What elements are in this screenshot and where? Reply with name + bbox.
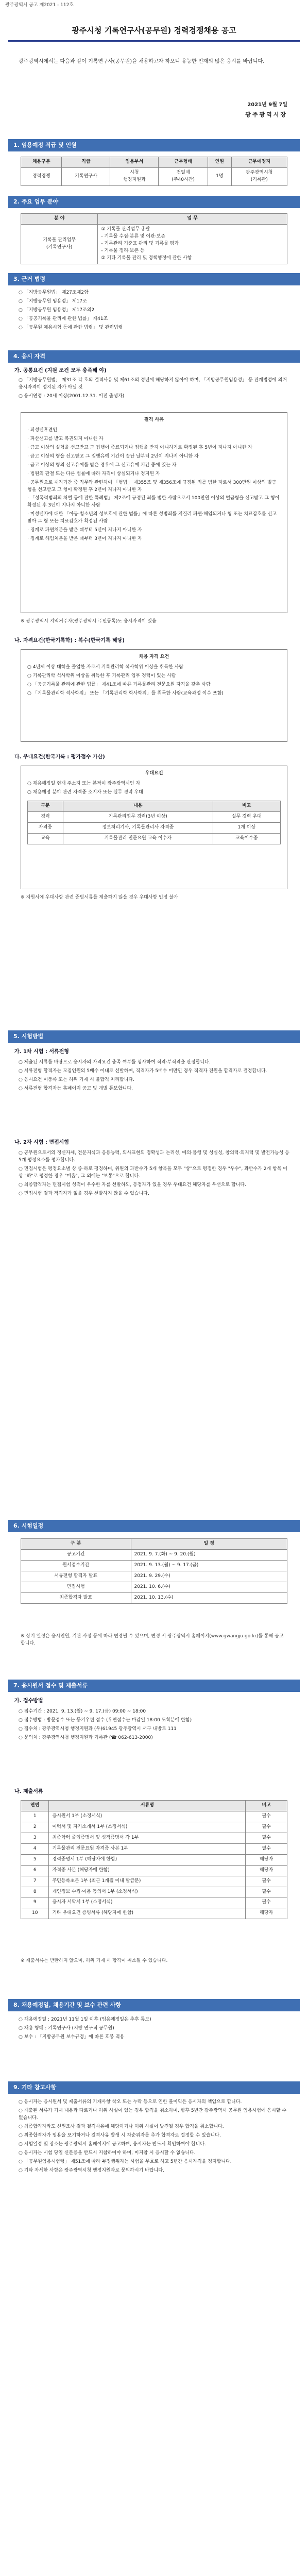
list-item xyxy=(19,377,289,392)
qual-d-title: 다. 우대요건(한국기록 : 평가점수 가산) xyxy=(14,754,105,760)
table-cell: 경력경쟁 xyxy=(21,167,62,185)
table-row xyxy=(21,1854,287,1865)
pay-list xyxy=(19,2016,289,2043)
list-text: 제출된 서류를 바탕으로 응시자의 자격요건 충족 여부를 심사하여 적격·부적격을 판정합니다. xyxy=(24,1060,211,1065)
list-item xyxy=(27,664,281,671)
section-7-header: 7. 응시원서 접수 및 제출서류 xyxy=(8,1680,300,1692)
table-row xyxy=(21,1876,287,1887)
list-item xyxy=(19,1077,289,1084)
table-cell: 정보처리기사, 기록물관리사 자격증 xyxy=(63,822,213,833)
table-cell: 1개 이상 xyxy=(213,822,280,833)
table-row xyxy=(21,1822,287,1833)
bullet-marker: · xyxy=(27,480,30,485)
list-item xyxy=(27,789,281,796)
disqualification-box xyxy=(21,412,287,613)
bullet-marker: ○ xyxy=(19,290,24,295)
list-text: 징계로 해임처분을 받은 때부터 3년이 지나지 아니한 자 xyxy=(30,536,142,542)
list-item xyxy=(19,2132,289,2140)
table-cell: 기록물관리 전문요원 교육 이수자 xyxy=(63,833,213,844)
list-item xyxy=(27,690,281,698)
list-item xyxy=(19,2167,289,2175)
table-cell: 기록물관리 전문요원 자격증 사본 1부 xyxy=(49,1843,246,1854)
bullet-marker: ○ xyxy=(19,1735,24,1740)
table-row xyxy=(21,1887,287,1897)
list-text: 금고 이상의 형을 선고받고 그 집행유예 기간이 끝난 날부터 2년이 지나지 아니한 자 xyxy=(30,453,199,459)
list-item xyxy=(19,1182,289,1189)
bullet-marker: ○ xyxy=(27,781,33,786)
list-text: 「지방공무원법」 제31조 각 호의 결격사유 및 제61조의 정년에 해당하지 않아야 하며, 「지방공무원임용령」 등 관계법령에 의거 응시자격이 정지된 자가 아닐 것 xyxy=(19,378,287,390)
table-cell: 필수 xyxy=(246,1822,287,1833)
bullet-marker: ○ xyxy=(19,1150,24,1156)
list-item xyxy=(27,781,281,788)
list-text: 채용 형태 : 기록연구사 (지방 연구직 공무원) xyxy=(24,2025,114,2031)
bullet-marker: ○ xyxy=(27,682,33,687)
list-item xyxy=(19,2034,289,2041)
table-cell: 4 xyxy=(21,1843,49,1854)
disqualification-title: 결격 사유 xyxy=(144,417,164,422)
section-5-header: 5. 시험방법 xyxy=(8,1030,300,1043)
column-header: 근무예정지 xyxy=(231,157,287,168)
table-cell: 필수 xyxy=(246,1811,287,1822)
list-text: 4년제 이상 대학을 졸업한 자로서 기록관리학 석사학위 이상을 취득한 사람 xyxy=(32,664,184,670)
table-cell: 필수 xyxy=(246,1876,287,1887)
table-cell: 시청 행정지원과 xyxy=(110,167,159,185)
list-text: 응시연령 : 20세 이상(2001.12.31. 이전 출생자) xyxy=(24,393,125,399)
column-header: 업 무 xyxy=(98,214,287,225)
etc-list xyxy=(19,2099,289,2176)
list-text: 「성폭력범죄의 처벌 등에 관한 특례법」 제2조에 규정된 죄를 범한 사람으로서 100만원 이상의 벌금형을 선고받고 그 형이 확정된 후 3년이 지나지 아니한 사람 xyxy=(27,496,280,509)
bullet-marker: · xyxy=(27,512,30,517)
table-cell: 면접시험 xyxy=(21,1582,131,1592)
list-text: 서류전형 합격자는 홈페이지 공고 및 개별 통보합니다. xyxy=(24,1086,133,1091)
list-text: 법원의 판결 또는 다른 법률에 따라 자격이 상실되거나 정지된 자 xyxy=(30,471,160,477)
list-text: 미성년자에 대한 「아동·청소년의 성보호에 관한 법률」에 따른 성범죄를 저질러 파면·해임되거나 형 또는 치료감호를 선고받아 그 형 또는 치료감호가 확정된 사람 xyxy=(27,512,277,524)
table-cell: 2 xyxy=(21,1822,49,1833)
bullet-marker: ○ xyxy=(19,1068,24,1074)
table-cell: 7 xyxy=(21,1876,49,1887)
list-item xyxy=(19,1191,289,1198)
list-item xyxy=(19,393,289,400)
list-text: 응시자는 시험 당일 신분증을 반드시 지참하여야 하며, 미지참 시 응시할 수 없습니다. xyxy=(24,2150,196,2156)
bullet-marker: ○ xyxy=(19,1077,24,1082)
qual-a-title: 가. 공통요건 (지원 조건 모두 충족해 야) xyxy=(14,368,107,374)
bullet-marker: ○ xyxy=(19,1717,24,1723)
table-cell: 2021. 9. 29.(수) xyxy=(131,1571,287,1582)
title-underline xyxy=(8,40,300,42)
list-item xyxy=(19,2141,289,2148)
positions-table xyxy=(21,157,287,186)
list-item xyxy=(19,1735,289,1742)
bullet-marker: ○ xyxy=(19,2124,24,2129)
list-text: 최종합격자라도 신원조사 결과 결격사유에 해당하거나 허위 사실이 발견될 경우 합격을 취소합니다. xyxy=(24,2124,224,2129)
list-item xyxy=(19,1150,289,1164)
list-item xyxy=(27,495,281,510)
table-cell: 1 xyxy=(21,1811,49,1822)
bullet-marker: ○ xyxy=(19,1060,24,1065)
list-text: 면접시험 결과 적격자가 없을 경우 선발하지 않을 수 있습니다. xyxy=(24,1191,149,1196)
table-cell: 교육 xyxy=(28,833,63,844)
table-cell: 주민등록초본 1부 (최근 1개월 이내 발급분) xyxy=(49,1876,246,1887)
qualification-title: 채용 자격 요건 xyxy=(139,654,169,659)
bullet-marker: ○ xyxy=(19,2017,24,2022)
column-header: 인원 xyxy=(208,157,232,168)
column-header: 채용구분 xyxy=(21,157,62,168)
table-row xyxy=(21,1897,287,1908)
list-text: 채용예정일 현재 주소지 또는 본적이 광주광역시인 자 xyxy=(32,781,141,786)
bullet-marker: ○ xyxy=(19,1166,24,1172)
bullet-marker: ○ xyxy=(19,307,24,313)
list-item xyxy=(27,436,281,443)
table-cell: 10 xyxy=(21,1908,49,1919)
table-cell: 응시자 서약서 1부 (소정서식) xyxy=(49,1897,246,1908)
list-text: 「공무원임용시험령」 제51조에 따라 부정행위자는 시험을 무효로 하고 5년간 응시자격을 정지합니다. xyxy=(24,2159,232,2164)
list-text: 보수 : 「지방공무원 보수규정」에 따른 호봉 적용 xyxy=(24,2034,125,2040)
list-item xyxy=(19,1086,289,1093)
bullet-marker: ○ xyxy=(27,664,33,670)
list-item xyxy=(19,298,289,306)
table-cell: 전일제 (주40시간) xyxy=(159,167,208,185)
table-cell: 2021. 9. 13.(월) ~ 9. 17.(금) xyxy=(131,1560,287,1571)
section-9-header: 9. 기타 참고사항 xyxy=(8,2081,300,2094)
documents-note: ※ 제출서류는 반환하지 않으며, 허위 기재 시 합격이 취소될 수 있습니다. xyxy=(21,1958,168,1963)
list-item xyxy=(19,290,289,297)
qualification-box xyxy=(21,649,287,742)
column-header: 비고 xyxy=(246,1801,287,1811)
table-row xyxy=(21,1592,287,1603)
table-cell: 서류전형 합격자 발표 xyxy=(21,1571,131,1582)
list-text: 「공무원 채용시험 등에 관한 법령」 및 관련법령 xyxy=(24,325,123,330)
table-row xyxy=(21,1549,287,1560)
list-item xyxy=(19,2108,289,2122)
section-2-header: 2. 주요 업무 분야 xyxy=(8,196,300,208)
preference-table xyxy=(27,801,281,844)
bullet-marker: ○ xyxy=(19,1191,24,1196)
documents-table xyxy=(21,1800,287,1919)
list-item xyxy=(19,1708,289,1716)
apply-a-list xyxy=(19,1708,289,1743)
list-item xyxy=(27,536,281,543)
table-cell: 개인정보 수집·이용 동의서 1부 (소정서식) xyxy=(49,1887,246,1897)
table-cell: 해당자 xyxy=(246,1908,287,1919)
preference-list xyxy=(27,781,281,796)
list-item xyxy=(27,673,281,680)
bullet-marker: · xyxy=(27,471,30,477)
qualification-list xyxy=(27,664,281,698)
list-item xyxy=(19,2025,289,2032)
column-header: 임용부서 xyxy=(110,157,159,168)
list-text: 파산선고를 받고 복권되지 아니한 자 xyxy=(30,436,104,442)
list-text: 채용예정 분야 관련 자격증 소지자 또는 실무 경력 우대 xyxy=(32,789,143,795)
table-cell: 3 xyxy=(21,1833,49,1843)
table-row xyxy=(21,224,287,264)
section-1-header: 1. 임용예정 직급 및 인원 xyxy=(8,139,300,151)
bullet-marker: · xyxy=(27,436,30,442)
column-header: 근무형태 xyxy=(159,157,208,168)
list-item xyxy=(19,2150,289,2157)
bullet-marker: · xyxy=(27,536,30,542)
section-3-header: 3. 근거 법령 xyxy=(8,273,300,285)
preference-title: 우대요건 xyxy=(145,771,163,776)
table-cell: ① 기록물 관리업무 총괄 - 기록물 수집·분류 및 이관·보존 - 기록관리 기준표 관리 및 기록물 평가 - 기록물 정리·보존 등 ② 기타 기록물 관리 및 정책행정에 관한 사항 xyxy=(98,224,287,264)
list-item xyxy=(19,1059,289,1066)
table-cell: 1명 xyxy=(208,167,232,185)
table-cell: 6 xyxy=(21,1865,49,1876)
table-cell: 9 xyxy=(21,1897,49,1908)
bullet-marker: · xyxy=(27,453,30,459)
table-cell: 8 xyxy=(21,1887,49,1897)
bullet-marker: · xyxy=(27,528,30,533)
list-item xyxy=(27,462,281,469)
list-text: 기타 자세한 사항은 광주광역시청 행정지원과로 문의하시기 바랍니다. xyxy=(24,2167,164,2173)
table-row xyxy=(21,1560,287,1571)
issuer-name: 광주광역시장 xyxy=(245,111,287,118)
qual-c-title: 나. 자격요건(한국기록학) : 복수(한국기록 해당) xyxy=(14,638,125,643)
list-item xyxy=(19,1068,289,1075)
column-header: 비고 xyxy=(213,801,280,811)
column-header: 구분 xyxy=(28,801,63,811)
bullet-marker: ○ xyxy=(19,316,24,321)
intro-text: 광주광역시에서는 다음과 같이 기록연구사(공무원)을 채용하고자 하오니 유능한 인재의 많은 응시를 바랍니다. xyxy=(19,59,265,64)
list-item xyxy=(27,480,281,494)
bullet-marker: ○ xyxy=(19,2099,24,2105)
list-text: 최종합격자는 면접시험 성적이 우수한 자를 선발하되, 동점자가 있을 경우 우대요건 해당자를 우선으로 합니다. xyxy=(24,1182,247,1188)
bullet-marker: ○ xyxy=(19,393,24,399)
bullet-marker: ○ xyxy=(19,325,24,330)
table-cell: 경력증명서 1부 (해당자에 한함) xyxy=(49,1854,246,1865)
table-cell: 원서접수기간 xyxy=(21,1560,131,1571)
list-text: 「공공기록물 관리에 관한 법률」 제41조에 따른 기록물관리 전문요원 자격을 갖춘 사람 xyxy=(32,682,211,687)
bullet-marker: ○ xyxy=(19,378,24,383)
list-item xyxy=(19,2099,289,2106)
table-cell: 2021. 10. 6.(수) xyxy=(131,1582,287,1592)
table-cell: 최종합격자 발표 xyxy=(21,1592,131,1603)
bullet-marker: ○ xyxy=(19,298,24,304)
table-cell: 자격증 xyxy=(28,822,63,833)
laws-list xyxy=(19,290,289,333)
disqualification-list xyxy=(27,427,281,543)
qual-a-list xyxy=(19,377,289,402)
list-text: 기록관리학 석사학위 이상을 취득한 후 기록관리 업무 경력이 있는 사람 xyxy=(32,673,176,679)
list-item xyxy=(27,427,281,434)
table-row xyxy=(21,167,287,185)
list-text: 접수처 : 광주광역시청 행정지원과 (우)61945 광주광역시 서구 내방로 111 xyxy=(24,1726,177,1732)
list-text: 「기록물관리학 석사학위」 또는 「기록관리학 학사학위」를 취득한 사람(교육과정 이수 포함) xyxy=(32,690,224,696)
table-cell: 광주광역시청 (기록관) xyxy=(231,167,287,185)
list-item xyxy=(27,471,281,478)
bullet-marker: ○ xyxy=(19,2150,24,2156)
table-cell: 응시원서 1부 (소정서식) xyxy=(49,1811,246,1822)
table-row xyxy=(21,1811,287,1822)
preference-box xyxy=(21,766,287,889)
list-text: 접수방법 : 방문접수 또는 등기우편 접수 (우편접수는 마감일 18:00 도착분에 한함) xyxy=(24,1717,192,1723)
section-8-header: 8. 채용예정일, 채용기간 및 보수 관련 사항 xyxy=(8,1999,300,2011)
bullet-marker: · xyxy=(27,496,30,501)
list-item xyxy=(19,307,289,314)
column-header: 분 야 xyxy=(21,214,98,225)
section-4-header: 4. 응시 자격 xyxy=(8,350,300,363)
bullet-marker: ○ xyxy=(19,2159,24,2164)
list-text: 서류전형 합격자는 모집인원의 5배수 이내로 선발하며, 적격자가 5배수 미만인 경우 적격자 전원을 합격자로 결정합니다. xyxy=(24,1068,267,1074)
schedule-note: ※ 상기 일정은 응시인원, 기관 사정 등에 따라 변경될 수 있으며, 변경 시 광주광역시 홈페이지(www.gwangju.go.kr)를 통해 공고합니다. xyxy=(21,1634,284,1646)
notice-number: 광주광역시 공고 제2021 - 112호 xyxy=(5,3,74,8)
table-cell: 이력서 및 자기소개서 1부 (소정서식) xyxy=(49,1822,246,1833)
bullet-marker: ○ xyxy=(27,673,33,679)
list-item xyxy=(27,445,281,452)
column-header: 내용 xyxy=(63,801,213,811)
table-cell: 2021. 10. 13.(수) xyxy=(131,1592,287,1603)
table-row xyxy=(21,1833,287,1843)
table-row xyxy=(21,1843,287,1854)
list-text: 공무원으로 재직기간 중 직무와 관련하여 「형법」 제355조 및 제356조에 규정된 죄를 범한 자로서 300만원 이상의 벌금형을 선고받고 그 형이 확정된 후 2년이 지나지 아니한 자 xyxy=(27,480,277,493)
table-cell: 자격증 사본 (해당자에 한함) xyxy=(49,1865,246,1876)
table-row xyxy=(28,822,281,833)
column-header: 구 분 xyxy=(21,1539,131,1550)
apply-a-title: 가. 접수방법 xyxy=(14,1698,43,1704)
table-row xyxy=(21,1571,287,1582)
exam-a-title: 가. 1차 시험 : 서류전형 xyxy=(14,1049,69,1055)
column-header: 직급 xyxy=(62,157,110,168)
notice-date: 2021년 9월 7일 xyxy=(247,102,287,108)
bullet-marker: ○ xyxy=(19,2132,24,2138)
bullet-marker: ○ xyxy=(19,2025,24,2031)
list-item xyxy=(27,511,281,526)
bullet-marker: · xyxy=(27,462,30,468)
table-cell: 기록물 관리업무 (기록연구사) xyxy=(21,224,98,264)
list-item xyxy=(19,325,289,332)
list-item xyxy=(19,2016,289,2024)
list-text: 면접시험은 평정요소별 상·중·하로 평정하며, 위원의 과반수가 5개 항목을 모두 "상"으로 평정한 경우 "우수", 과반수가 2개 항목 이상 "하"로 평정한 경우 "미흡", 그 외에는 "보통"으로 합니다. xyxy=(19,1166,287,1179)
table-cell: 기타 우대요건 증빙서류 (해당자에 한함) xyxy=(49,1908,246,1919)
list-item xyxy=(19,2159,289,2166)
bullet-marker: ○ xyxy=(27,789,33,795)
bullet-marker: ○ xyxy=(19,1726,24,1732)
list-item xyxy=(27,527,281,534)
table-cell: 기록관리업무 경력(3년 이상) xyxy=(63,811,213,822)
exam-b-title: 나. 2차 시험 : 면접시험 xyxy=(14,1140,69,1145)
table-cell: 경력 xyxy=(28,811,63,822)
table-cell: 교육이수증 xyxy=(213,833,280,844)
list-text: 징계로 파면처분을 받은 때부터 5년이 지나지 아니한 자 xyxy=(30,528,142,533)
list-text: 금고 이상의 형의 선고유예를 받은 경우에 그 선고유예 기간 중에 있는 자 xyxy=(30,462,177,468)
list-text: 응시요건 미충족 또는 허위 기재 시 불합격 처리합니다. xyxy=(24,1077,134,1082)
table-row xyxy=(21,1865,287,1876)
list-text: 공무원으로서의 정신자세, 전문지식과 응용능력, 의사표현의 정확성과 논리성, 예의·품행 및 성실성, 창의력·의지력 및 발전가능성 등 5개 평정요소를 평가합니다. xyxy=(19,1150,289,1163)
exam-b-list xyxy=(19,1150,289,1199)
bullet-marker: ○ xyxy=(19,1086,24,1091)
list-item xyxy=(19,1717,289,1724)
bullet-marker: ○ xyxy=(19,2108,24,2113)
list-text: 「지방공무원 임용령」 제17조의2 xyxy=(24,307,95,313)
column-header: 서류명 xyxy=(49,1801,246,1811)
list-text: 채용예정일 : 2021년 11월 1일 이후 (임용예정일은 추후 통보) xyxy=(24,2017,151,2022)
table-cell: 필수 xyxy=(246,1833,287,1843)
table-cell: 기록연구사 xyxy=(62,167,110,185)
column-header: 연번 xyxy=(21,1801,49,1811)
section-6-header: 6. 시험일정 xyxy=(8,1520,300,1532)
table-row xyxy=(28,811,281,822)
list-text: 「지방공무원 임용령」 제17조 xyxy=(24,298,87,304)
list-text: 제출된 서류가 기재 내용과 다르거나 허위 사실이 있는 경우 합격을 취소하며, 향후 5년간 광주광역시 공무원 임용시험에 응시할 수 없습니다. xyxy=(19,2108,287,2121)
preference-note: ※ 지원서에 우대사항 관련 증빙서류를 제출하지 않을 경우 우대사항 인정 불가 xyxy=(21,895,178,900)
schedule-table xyxy=(21,1538,287,1604)
duties-table xyxy=(21,213,287,264)
table-cell: 공고기간 xyxy=(21,1549,131,1560)
list-item xyxy=(27,453,281,461)
list-text: 응시자는 응시원서 및 제출서류의 기재사항 착오 또는 누락 등으로 인한 불이익은 응시자의 책임으로 합니다. xyxy=(24,2099,242,2105)
list-item xyxy=(19,1166,289,1180)
list-text: 시험일정 및 장소는 광주광역시 홈페이지에 공고하며, 응시자는 반드시 확인하여야 합니다. xyxy=(24,2141,206,2147)
bullet-marker: ○ xyxy=(19,2034,24,2040)
table-cell: 최종학력 졸업증명서 및 성적증명서 각 1부 xyxy=(49,1833,246,1843)
table-cell: 2021. 9. 7.(화) ~ 9. 20.(월) xyxy=(131,1549,287,1560)
list-item xyxy=(19,1726,289,1733)
list-item xyxy=(19,316,289,323)
table-row xyxy=(21,1582,287,1592)
list-text: 금고 이상의 실형을 선고받고 그 집행이 종료되거나 집행을 받지 아니하기로 확정된 후 5년이 지나지 아니한 자 xyxy=(30,445,252,450)
column-header: 일 정 xyxy=(131,1539,287,1550)
list-text: 「공공기록물 관리에 관한 법률」 제41조 xyxy=(24,316,108,321)
table-cell: 필수 xyxy=(246,1887,287,1897)
table-cell: 5 xyxy=(21,1854,49,1865)
bullet-marker: · xyxy=(27,427,30,433)
table-cell: 필수 xyxy=(246,1843,287,1854)
apply-b-title: 나. 제출서류 xyxy=(14,1789,43,1794)
table-row xyxy=(28,833,281,844)
list-text: 접수기간 : 2021. 9. 13.(월) ~ 9. 17.(금) 09:00 ~ 18:00 xyxy=(24,1709,146,1714)
bullet-marker: ○ xyxy=(19,2141,24,2147)
table-cell: 실무 경력 우대 xyxy=(213,811,280,822)
list-item xyxy=(19,2124,289,2131)
qual-note: ※ 광주광역시 지역거주자(광주광역시 주민등록)도 응시자격이 있음 xyxy=(21,619,157,624)
bullet-marker: ○ xyxy=(19,1709,24,1714)
document-title: 광주시청 기록연구사(공무원) 경력경쟁채용 공고 xyxy=(72,26,236,35)
list-text: 최종합격자가 임용을 포기하거나 결격사유 발생 시 차순위자를 추가 합격자로 결정할 수 있습니다. xyxy=(24,2132,221,2138)
bullet-marker: ○ xyxy=(19,2167,24,2173)
table-row xyxy=(21,1908,287,1919)
table-cell: 필수 xyxy=(246,1897,287,1908)
list-text: 「지방공무원법」 제27조제2항 xyxy=(24,290,89,295)
list-text: 피성년후견인 xyxy=(30,427,57,433)
list-text: 문의처 : 광주광역시청 행정지원과 기록관 (☎ 062-613-2000) xyxy=(24,1735,153,1740)
table-cell: 해당자 xyxy=(246,1854,287,1865)
list-item xyxy=(27,682,281,689)
bullet-marker: ○ xyxy=(27,690,33,696)
bullet-marker: ○ xyxy=(19,1182,24,1188)
exam-a-list xyxy=(19,1059,289,1094)
bullet-marker: · xyxy=(27,445,30,450)
table-cell: 해당자 xyxy=(246,1865,287,1876)
